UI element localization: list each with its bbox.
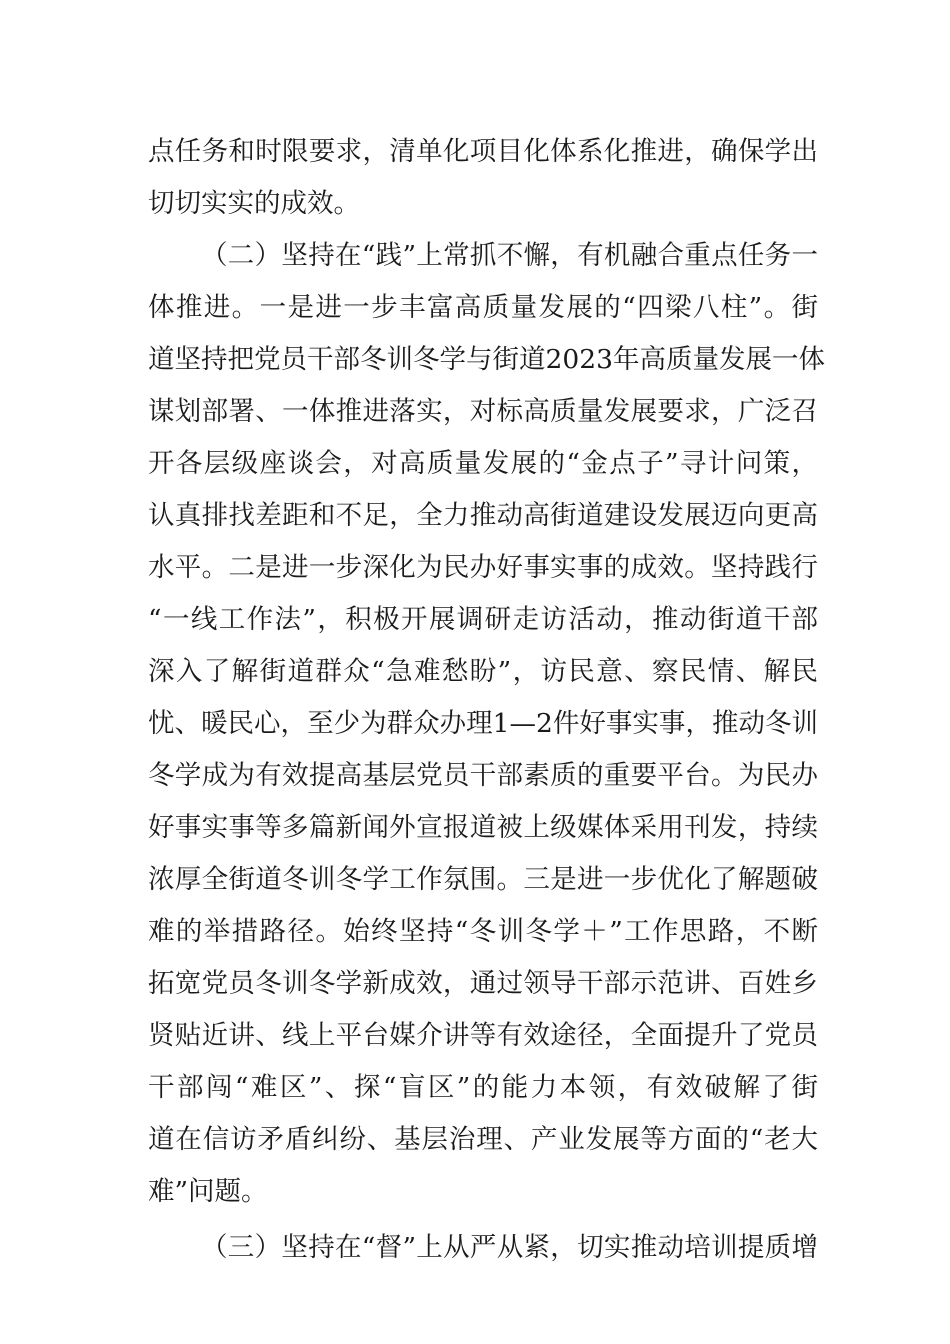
text-line: “一线工作法”，积极开展调研走访活动，推动街道干部: [148, 604, 818, 635]
section-heading-line: （二）坚持在“践”上常抓不懈，有机融合重点任务一: [201, 240, 818, 271]
section-heading-line: （三）坚持在“督”上从严从紧，切实推动培训提质增: [201, 1232, 818, 1263]
text-line: 贤贴近讲、线上平台媒介讲等有效途径，全面提升了党员: [148, 1020, 818, 1051]
text-line: 道坚持把党员干部冬训冬学与街道2023年高质量发展一体: [148, 344, 825, 375]
text-line: 忧、暖民心，至少为群众办理1—2件好事实事，推动冬训: [148, 708, 818, 739]
text-line: 体推进。一是进一步丰富高质量发展的“四梁八柱”。街: [148, 292, 818, 323]
document-body: [148, 126, 825, 1274]
text-line: 开各层级座谈会，对高质量发展的“金点子”寻计问策，: [148, 448, 818, 479]
text-line: 浓厚全街道冬训冬学工作氛围。三是进一步优化了解题破: [148, 864, 818, 895]
text-line: 切切实实的成效。: [148, 188, 360, 219]
text-line: 好事实事等多篇新闻外宣报道被上级媒体采用刊发，持续: [148, 812, 818, 843]
text-line: 难”问题。: [148, 1176, 268, 1207]
text-line: 水平。二是进一步深化为民办好事实事的成效。坚持践行: [148, 552, 818, 583]
text-line: 道在信访矛盾纠纷、基层治理、产业发展等方面的“老大: [148, 1124, 818, 1155]
text-line: 难的举措路径。始终坚持“冬训冬学＋”工作思路，不断: [148, 916, 818, 947]
text-line: 干部闯“难区”、探“盲区”的能力本领，有效破解了街: [148, 1072, 818, 1103]
text-line: 拓宽党员冬训冬学新成效，通过领导干部示范讲、百姓乡: [148, 968, 818, 999]
text-line: 点任务和时限要求，清单化项目化体系化推进，确保学出: [148, 136, 818, 167]
text-line: 认真排找差距和不足，全力推动高街道建设发展迈向更高: [148, 500, 818, 531]
text-line: 冬学成为有效提高基层党员干部素质的重要平台。为民办: [148, 760, 818, 791]
text-line: 深入了解街道群众“急难愁盼”，访民意、察民情、解民: [148, 656, 818, 687]
text-line: 谋划部署、一体推进落实，对标高质量发展要求，广泛召: [148, 396, 818, 427]
